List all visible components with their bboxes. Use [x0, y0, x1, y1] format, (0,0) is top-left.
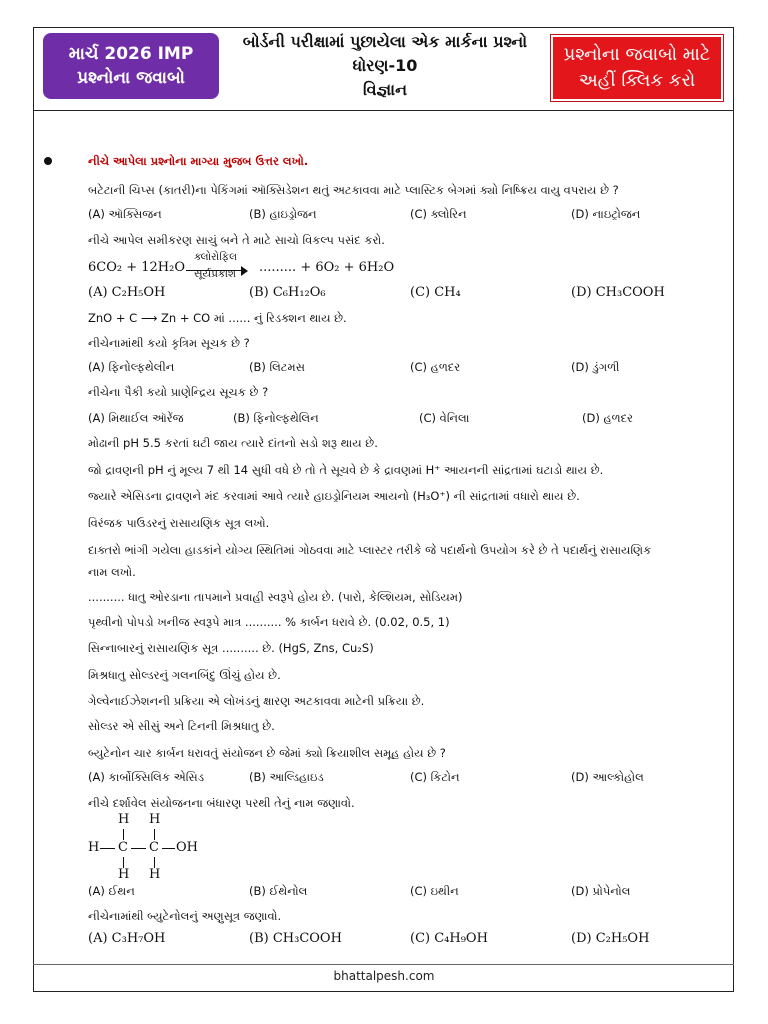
option-a: (A) ઑક્સિજન	[88, 207, 162, 221]
option-d: (D) હળદર	[582, 411, 634, 425]
question-text: સોલ્ડર એ સીસું અને ટિનની મિશ્રધાતુ છે.	[88, 719, 275, 733]
option-c: (C) કિટોન	[410, 770, 460, 784]
instruction-text: નીચે આપેલા પ્રશ્નોના માગ્યા મુજબ ઉત્તર લખો.	[88, 154, 309, 168]
option-d: (D) નાઇટ્રોજન	[571, 207, 641, 221]
title-line3: વિજ્ઞાન	[362, 80, 408, 99]
question-text: નીચે દર્શાવેલ સંયોજનના બંધારણ પરથી તેનું નામ જણાવો.	[88, 796, 355, 810]
question-text: જ્યારે એસિડના દ્રાવણને મંદ કરવામાં આવે ત્યારે હાઇડ્રોનિયમ આયનો (H₃O⁺) ની સાંદ્રતામાં વધારો થાય છે.	[88, 489, 580, 503]
option-a: (A) C₃H₇OH	[88, 931, 166, 946]
option-d: (D) પ્રોપેનોલ	[571, 884, 631, 898]
question-text: બ્યુટેનોન ચાર કાર્બન ધરાવતું સંયોજન છે જેમાં ક્યો ક્રિયાશીલ સમૂહ હોય છે ?	[88, 746, 446, 760]
reaction-condition-bottom: સૂર્યપ્રકાશ	[194, 268, 236, 280]
option-d: (D) આલ્કોહોલ	[571, 770, 644, 784]
option-c: (C) C₄H₉OH	[410, 931, 488, 946]
group-oh: OH	[176, 840, 198, 855]
question-text: બટેટાની ચિપ્સ (કાતરી)ના પેકિંગમાં ઑક્સિડેશન થતું અટકાવવા માટે પ્લાસ્ટિક બેગમાં ક્યો નિષ્ક્રિય વાયુ વપરાય છે ?	[88, 183, 619, 197]
atom-c: C	[118, 840, 128, 855]
reaction-condition-top: ક્લોરોફિલ	[194, 251, 238, 263]
option-c: (C) હળદર	[410, 360, 461, 374]
atom-h: H	[149, 867, 161, 882]
title-line1: બોર્ડની પરીક્ષામાં પુછાયેલા એક માર્કના પ્રશ્નો	[242, 32, 528, 51]
question-text: ZnO + C ⟶ Zn + CO માં ...... નું રિડક્શન થાય છે.	[88, 311, 347, 325]
atom-c: C	[149, 840, 159, 855]
option-b: (B) હાઇડ્રોજન	[249, 207, 317, 221]
question-text: જો દ્રાવણની pH નું મૂલ્ય 7 થી 14 સુધી વધે છે તો તે સૂચવે છે કે દ્રાવણમાં H⁺ આયનની સાંદ્રતામાં ઘટાડો થાય છે.	[88, 463, 604, 477]
badge-right-line2: અહીં ક્લિક કરો	[578, 70, 696, 91]
question-text: દાક્તરો ભાંગી ગયેલા હાડકાંને યોગ્ય સ્થિતિમાં ગોઠવવા માટે પ્લાસ્ટર તરીકે જે પદાર્થનો ઉપયોગ કરે છે તે પદાર્થનું રાસાયણિક	[88, 543, 652, 557]
question-text: મિશ્રધાતુ સોલ્ડરનું ગલનબિંદુ ઊંચું હોય છે.	[88, 668, 281, 682]
ethanol-structure	[88, 812, 218, 882]
question-text: સિન્નાબારનું રાસાયણિક સૂત્ર .......... છે. (HgS, Zns, Cu₂S)	[88, 641, 374, 655]
option-a: (A) મિથાઈલ ઑરેંજ	[88, 411, 184, 425]
equation-left: 6CO₂ + 12H₂O	[88, 260, 185, 275]
badge-right-line1: પ્રશ્નોના જવાબો માટે	[563, 44, 711, 65]
question-text: નીચે આપેલ સમીકરણ સાચું બને તે માટે સાચો વિકલ્પ પસંદ કરો.	[88, 233, 385, 247]
option-b: (B) CH₃COOH	[249, 931, 342, 946]
option-a: (A) કાર્બોક્સિલિક એસિડ	[88, 770, 205, 784]
atom-h: H	[88, 840, 100, 855]
badge-left-line2: પ્રશ્નોના જવાબો	[77, 68, 185, 88]
atom-h: H	[118, 812, 130, 827]
question-text-cont: નામ લખો.	[88, 565, 136, 579]
option-c: (C) વેનિલા	[419, 411, 470, 425]
bond-line	[131, 848, 146, 849]
option-b: (B) ઈથેનોલ	[249, 884, 308, 898]
bond-line	[100, 848, 115, 849]
footer-divider	[33, 964, 734, 965]
option-a: (A) C₂H₅OH	[88, 285, 166, 300]
option-b: (B) ફિનોલ્ફથેલિન	[233, 411, 319, 425]
equation-right: ......... + 6O₂ + 6H₂O	[259, 260, 395, 275]
question-text: વિરંજક પાઉડરનું રાસાયણિક સૂત્ર લખો.	[88, 516, 270, 530]
question-text: મોઢાની pH 5.5 કરતાં ઘટી જાય ત્યારે દાંતનો સડો શરૂ થાય છે.	[88, 436, 378, 450]
option-d: (D) ડુંગળી	[571, 360, 620, 374]
title-line2: ધોરણ-10	[352, 56, 418, 75]
bond-line	[123, 829, 124, 840]
option-c: (C) CH₄	[410, 285, 461, 300]
atom-h: H	[149, 812, 161, 827]
option-c: (C) ઇથીન	[410, 884, 459, 898]
bullet-icon	[44, 157, 52, 165]
question-text: .......... ધાતુ ઓરડાના તાપમાને પ્રવાહી સ્વરૂપે હોય છે. (પારો, કેલ્શિયમ, સોડિયમ)	[88, 590, 463, 604]
question-text: પૃથ્વીનો પોપડો ખનીજ સ્વરૂપે માત્ર .......... % કાર્બન ધરાવે છે. (0.02, 0.5, 1)	[88, 615, 450, 629]
option-b: (B) લિટમસ	[249, 360, 305, 374]
question-text: નીચેના પૈકી કયો પ્રાણેન્દ્રિય સૂચક છે ?	[88, 385, 269, 399]
option-b: (B) C₆H₁₂O₆	[249, 285, 326, 300]
option-a: (A) ઈથન	[88, 884, 135, 898]
footer-website-link[interactable]: bhattalpesh.com	[333, 969, 435, 983]
option-a: (A) ફિનોલ્ફથેલીન	[88, 360, 175, 374]
option-b: (B) આલ્ડિહાઇડ	[249, 770, 324, 784]
bond-line	[154, 829, 155, 840]
question-text: નીચેનામાંથી કયો કૃત્રિમ સૂચક છે ?	[88, 336, 250, 350]
question-text: નીચેનામાંથી બ્યુટેનોલનું અણુસૂત્ર જણાવો.	[88, 909, 282, 923]
atom-h: H	[118, 867, 130, 882]
option-d: (D) C₂H₅OH	[571, 931, 650, 946]
badge-left-line1: માર્ચ 2026 IMP	[68, 44, 194, 64]
question-text: ગેલ્વેનાઈઝેશનની પ્રક્રિયા એ લોખંડનું ક્ષારણ અટકાવવા માટેની પ્રક્રિયા છે.	[88, 694, 425, 708]
option-c: (C) ક્લોરિન	[410, 207, 467, 221]
bond-line	[162, 848, 175, 849]
option-d: (D) CH₃COOH	[571, 285, 665, 300]
